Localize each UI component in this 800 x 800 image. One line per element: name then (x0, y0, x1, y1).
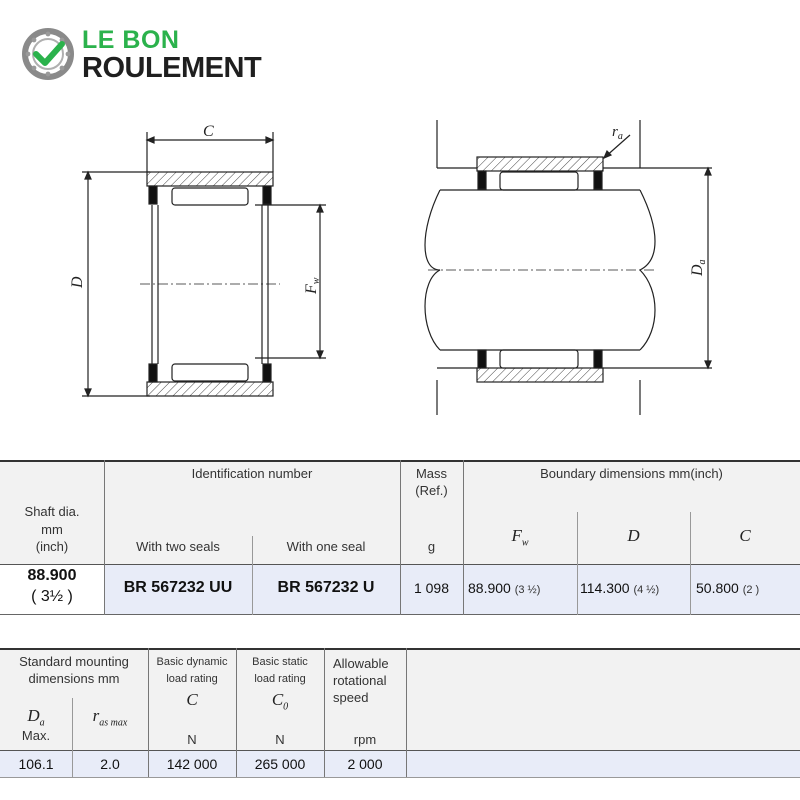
logo-line-2: ROULEMENT (82, 52, 262, 84)
mass-label: Mass (415, 466, 448, 481)
mass-value: 1 098 (413, 580, 450, 596)
two-seals-label: With two seals (136, 539, 220, 554)
bearing-check-icon (22, 28, 74, 80)
label-d: D (69, 276, 86, 288)
shaft-mm-value: 88.900 (27, 567, 77, 584)
bearing-section-view (82, 132, 326, 396)
mass-unit: g (427, 539, 436, 554)
fw-value: 88.900 (3 ½) (468, 580, 541, 596)
mounting-label-2: dimensions mm (28, 671, 120, 686)
col-c: C (739, 526, 751, 545)
stat-value: 265 000 (254, 756, 306, 772)
one-seal-label: With one seal (286, 539, 366, 554)
col-d: D (627, 526, 640, 545)
mass-ref: (Ref.) (415, 483, 448, 498)
stat-symbol: $C_0$ (271, 690, 289, 713)
identification-table (0, 460, 800, 616)
label-c: C (203, 123, 214, 140)
da-max-label: Max. (21, 728, 51, 743)
boundary-label: Boundary dimensions mm(inch) (540, 466, 723, 481)
brand-logo (22, 26, 302, 86)
ras-value: 2.0 (100, 756, 120, 772)
shaft-unit-inch: (inch) (35, 539, 69, 554)
speed-label-3: speed (333, 690, 369, 705)
speed-label-2: rotational (333, 673, 387, 688)
speed-value: 2 000 (347, 756, 383, 772)
logo-line-1: LE BON (82, 26, 180, 54)
stat-label-1: Basic static (252, 656, 308, 668)
mounting-table (0, 648, 800, 778)
two-seals-value: BR 567232 UU (123, 579, 233, 596)
one-seal-value: BR 567232 U (277, 579, 375, 596)
shaft-inch-value: ( 3½ ) (31, 588, 73, 605)
c-value: 50.800 (2 ) (696, 580, 760, 596)
col-fw: $F_w$ (511, 526, 529, 549)
shaft-unit-mm: mm (41, 522, 63, 537)
dyn-value: 142 000 (166, 756, 218, 772)
mounting-label-1: Standard mounting (19, 654, 129, 669)
da-header: $D_a$ (27, 706, 45, 729)
dyn-label-2: load rating (166, 673, 218, 685)
label-fw: Fw (303, 277, 322, 294)
bearing-drawing (0, 105, 800, 425)
speed-unit: rpm (353, 732, 377, 747)
dyn-unit: N (187, 732, 197, 747)
shaft-dia-label: Shaft dia. (24, 504, 80, 519)
identification-label: Identification number (191, 466, 313, 481)
stat-unit: N (275, 732, 285, 747)
label-da: Da (689, 259, 708, 276)
label-ra: $r_a$ (612, 124, 623, 142)
dyn-symbol: C (186, 690, 198, 709)
d-value: 114.300 (4 ½) (580, 580, 660, 596)
speed-label-1: Allowable (333, 656, 389, 671)
da-value: 106.1 (18, 756, 54, 772)
stat-label-2: load rating (254, 673, 306, 685)
mounting-view (425, 120, 712, 415)
dyn-label-1: Basic dynamic (156, 656, 228, 668)
ras-header: $r_{as max}$ (92, 706, 128, 729)
